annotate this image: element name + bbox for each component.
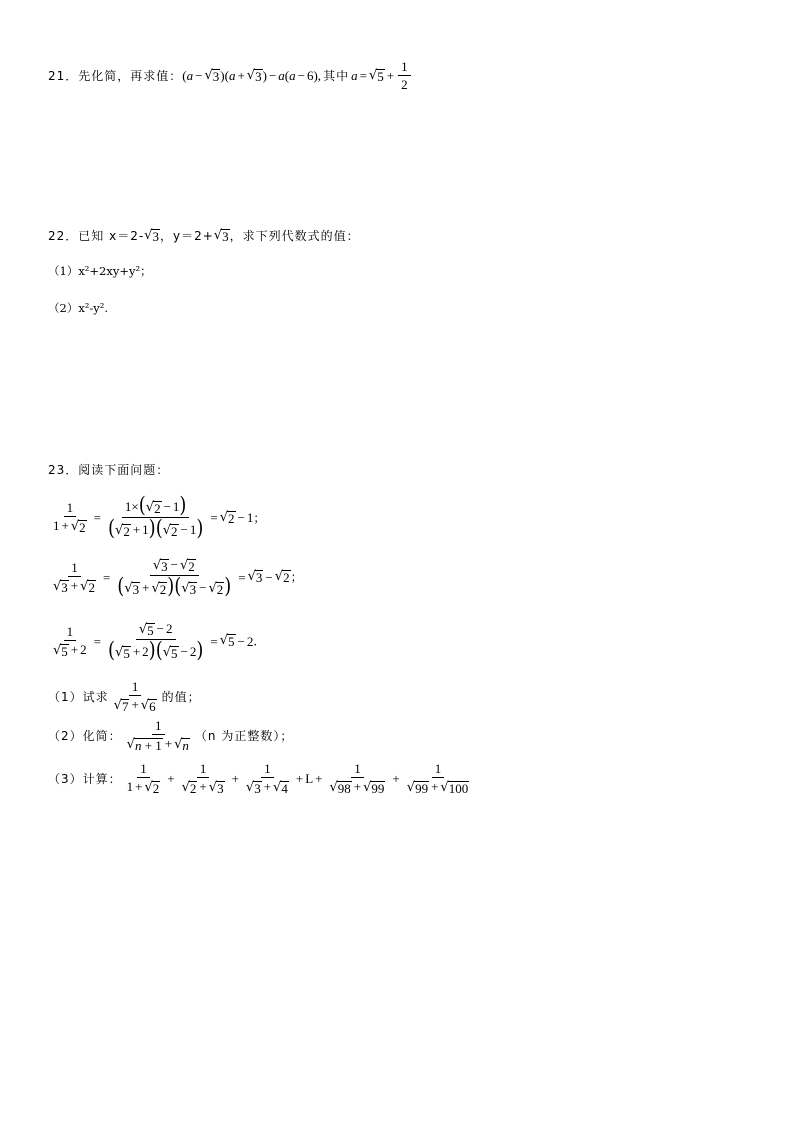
question-23-part-3-sum: 1 1 + √ 2 + 1 √ 2 + √ 3 + 1 √ 3 + √ 4 + L + 1 √ 98 + √ 99 + 1 √ 99 + √ 100 [126, 761, 469, 796]
question-22: 22． 已知 x＝2- √ 3 ，y＝2+ √ 3 ，求下列代数式的值： [48, 228, 360, 244]
question-23-part-1: （1）试求 1 √ 7 + √ 6 的值； [48, 679, 201, 714]
question-23-part-1-label: （1）试求 [48, 689, 109, 704]
question-21 [48, 60, 413, 91]
question-23-number: 23． [48, 463, 79, 477]
question-21-expression: ( a − √ 3 )( a + √ 3 ) − a ( a − 6), 其中 a = √ 5 + $\frac{1}{2}$ [182, 60, 412, 91]
example-2: 1 √ 3 + √ 2 = √ 3 − √ 2 ( √ 3 + √ 2 )( √ 3 − √ 2 ) = √ 3 − √ 2 ； [53, 557, 304, 599]
question-23-text: 阅读下面问题： [78, 463, 170, 477]
question-22-part-2: （2）x²-y². [48, 301, 109, 315]
question-23-part-3-label: （3）计算： [48, 771, 122, 786]
question-23 [48, 464, 169, 476]
question-22-part-1: （1）x²+2xy+y²； [48, 264, 152, 278]
question-23-part-2: （2）化简： 1 √ n + 1 + √ n （n 为正整数）； [48, 718, 294, 753]
question-23-part-1-tail: 的值； [161, 689, 201, 704]
question-22-number: 22． [48, 229, 79, 243]
question-21-number: 21． [48, 68, 79, 83]
question-23-part-3 [48, 762, 474, 795]
example-3: 1 √ 5 + 2 = √ 5 − 2 ( √ 5 + 2)( √ 5 − 2) = √ 5 − 2 ． [53, 621, 267, 663]
example-1: 1 1 + √ 2 = 1×( √ 2 − 1) ( √ 2 + 1)( √ 2 − 1) = √ 2 − 1 ； [53, 492, 267, 541]
question-23-part-2-label: （2）化简： [48, 728, 122, 743]
question-23-part-2-tail: （n 为正整数）； [194, 728, 294, 743]
question-21-text: 先化简，再求值： [78, 68, 183, 83]
